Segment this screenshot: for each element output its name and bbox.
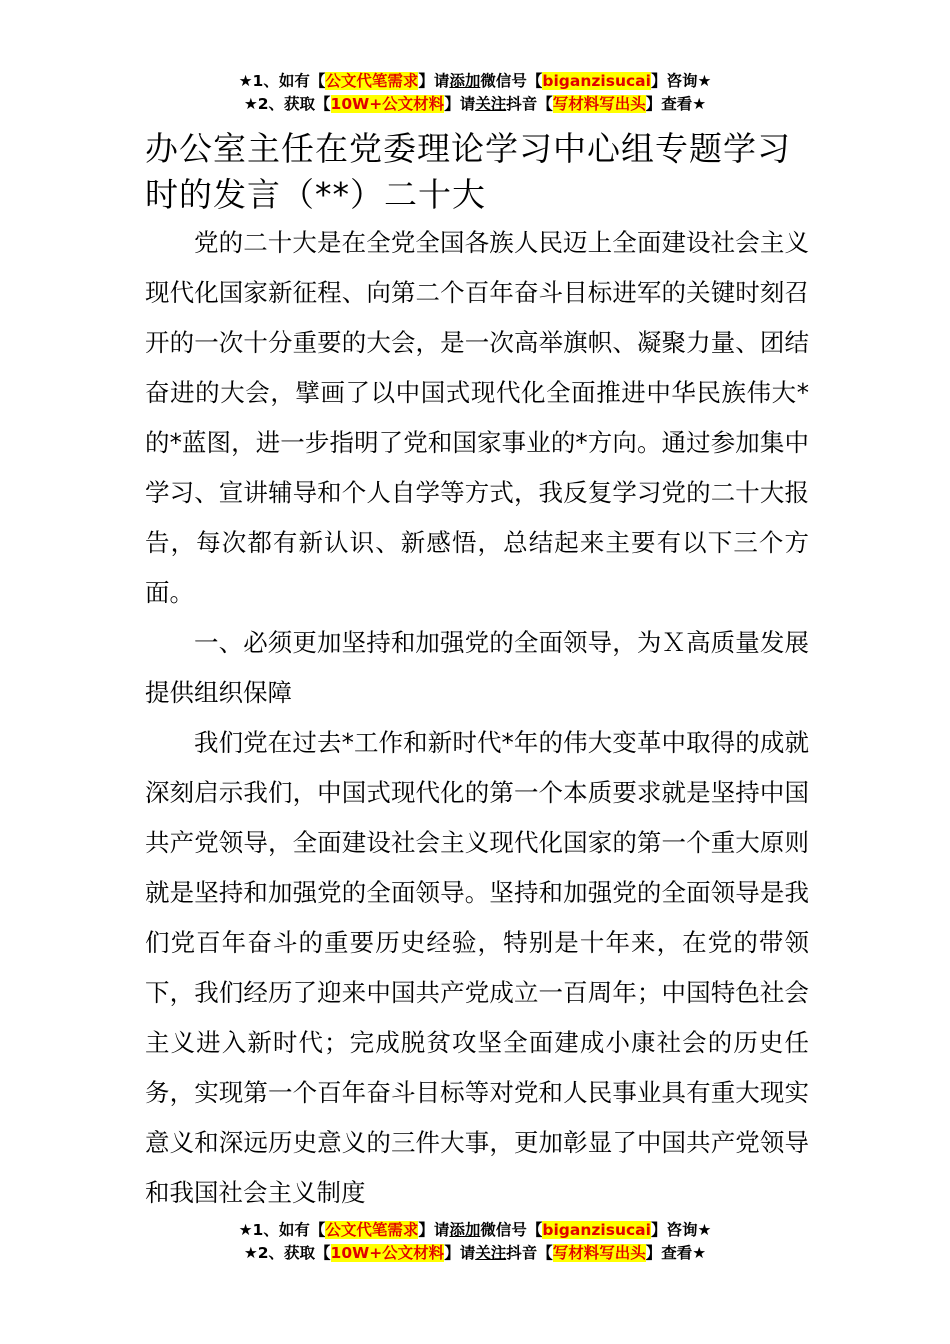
highlight-douyin-account: 写材料写出头 [552, 95, 646, 113]
banner-emphasis: 关注 [475, 1244, 507, 1262]
highlight-service: 公文代笔需求 [325, 1221, 419, 1239]
highlight-wechat-id: biganzisucai [542, 72, 651, 90]
banner-emphasis: 添加 [449, 1221, 481, 1239]
document-title: 办公室主任在党委理论学习中心组专题学习时的发言（**）二十大 [145, 129, 791, 214]
highlight-materials: 10W+公文材料 [330, 1244, 445, 1262]
banner-line-1 [0, 70, 950, 93]
highlight-materials: 10W+公文材料 [330, 95, 445, 113]
banner-text: 抖音【 [506, 1244, 553, 1262]
paragraph-body: 我们党在过去*工作和新时代*年的伟大变革中取得的成就深刻启示我们，中国式现代化的第一个本质要求就是坚持中国共产党领导，全面建设社会主义现代化国家的第一个重大原则就是坚持和加强党的全面领导。坚持和加强党的全面领导是我们党百年奋斗的重要历史经验，特别是十年来，在党的带领下，我们经历了迎来中国共产党成立一百周年；中国特色社会主义进入新时代；完成脱贫攻坚全面建成小康社会的历史任务，实现第一个百年奋斗目标等对党和人民事业具有重大现实意义和深远历史意义的三件大事，更加彰显了中国共产党领导和我国社会主义制度 [145, 728, 809, 1207]
banner-text: 】请 [418, 1221, 450, 1239]
banner-text: ★1、如有【 [238, 1221, 326, 1239]
highlight-douyin-account: 写材料写出头 [552, 1244, 646, 1262]
banner-line-2 [0, 93, 950, 116]
highlight-service: 公文代笔需求 [325, 72, 419, 90]
paragraph-intro: 党的二十大是在全党全国各族人民迈上全面建设社会主义现代化国家新征程、向第二个百年奋斗目标进军的关键时刻召开的一次十分重要的大会，是一次高举旗帜、凝聚力量、团结奋进的大会，擘画了以中国式现代化全面推进中华民族伟大*的*蓝图，进一步指明了党和国家事业的*方向。通过参加集中学习、宣讲辅导和个人自学等方式，我反复学习党的二十大报告，每次都有新认识、新感悟，总结起来主要有以下三个方面。 [145, 228, 809, 607]
banner-text: ★2、获取【 [243, 95, 331, 113]
banner-text: 抖音【 [506, 95, 553, 113]
banner-text: 】请 [444, 95, 476, 113]
banner-text: ★2、获取【 [243, 1244, 331, 1262]
banner-emphasis: 添加 [449, 72, 481, 90]
section-heading-1: 一、必须更加坚持和加强党的全面领导，为Ｘ高质量发展提供组织保障 [145, 628, 809, 707]
highlight-wechat-id: biganzisucai [542, 1221, 651, 1239]
banner-line-1 [0, 1219, 950, 1242]
banner-text: 】咨询★ [650, 72, 712, 90]
banner-text: 】请 [444, 1244, 476, 1262]
banner-text: 】查看★ [645, 1244, 707, 1262]
banner-emphasis: 关注 [475, 95, 507, 113]
banner-text: 】咨询★ [650, 1221, 712, 1239]
banner-text: 】请 [418, 72, 450, 90]
banner-text: 微信号【 [480, 1221, 543, 1239]
banner-text: ★1、如有【 [238, 72, 326, 90]
footer-banner [0, 1219, 950, 1265]
banner-line-2 [0, 1242, 950, 1265]
header-banner [0, 70, 950, 116]
banner-text: 】查看★ [645, 95, 707, 113]
banner-text: 微信号【 [480, 72, 543, 90]
